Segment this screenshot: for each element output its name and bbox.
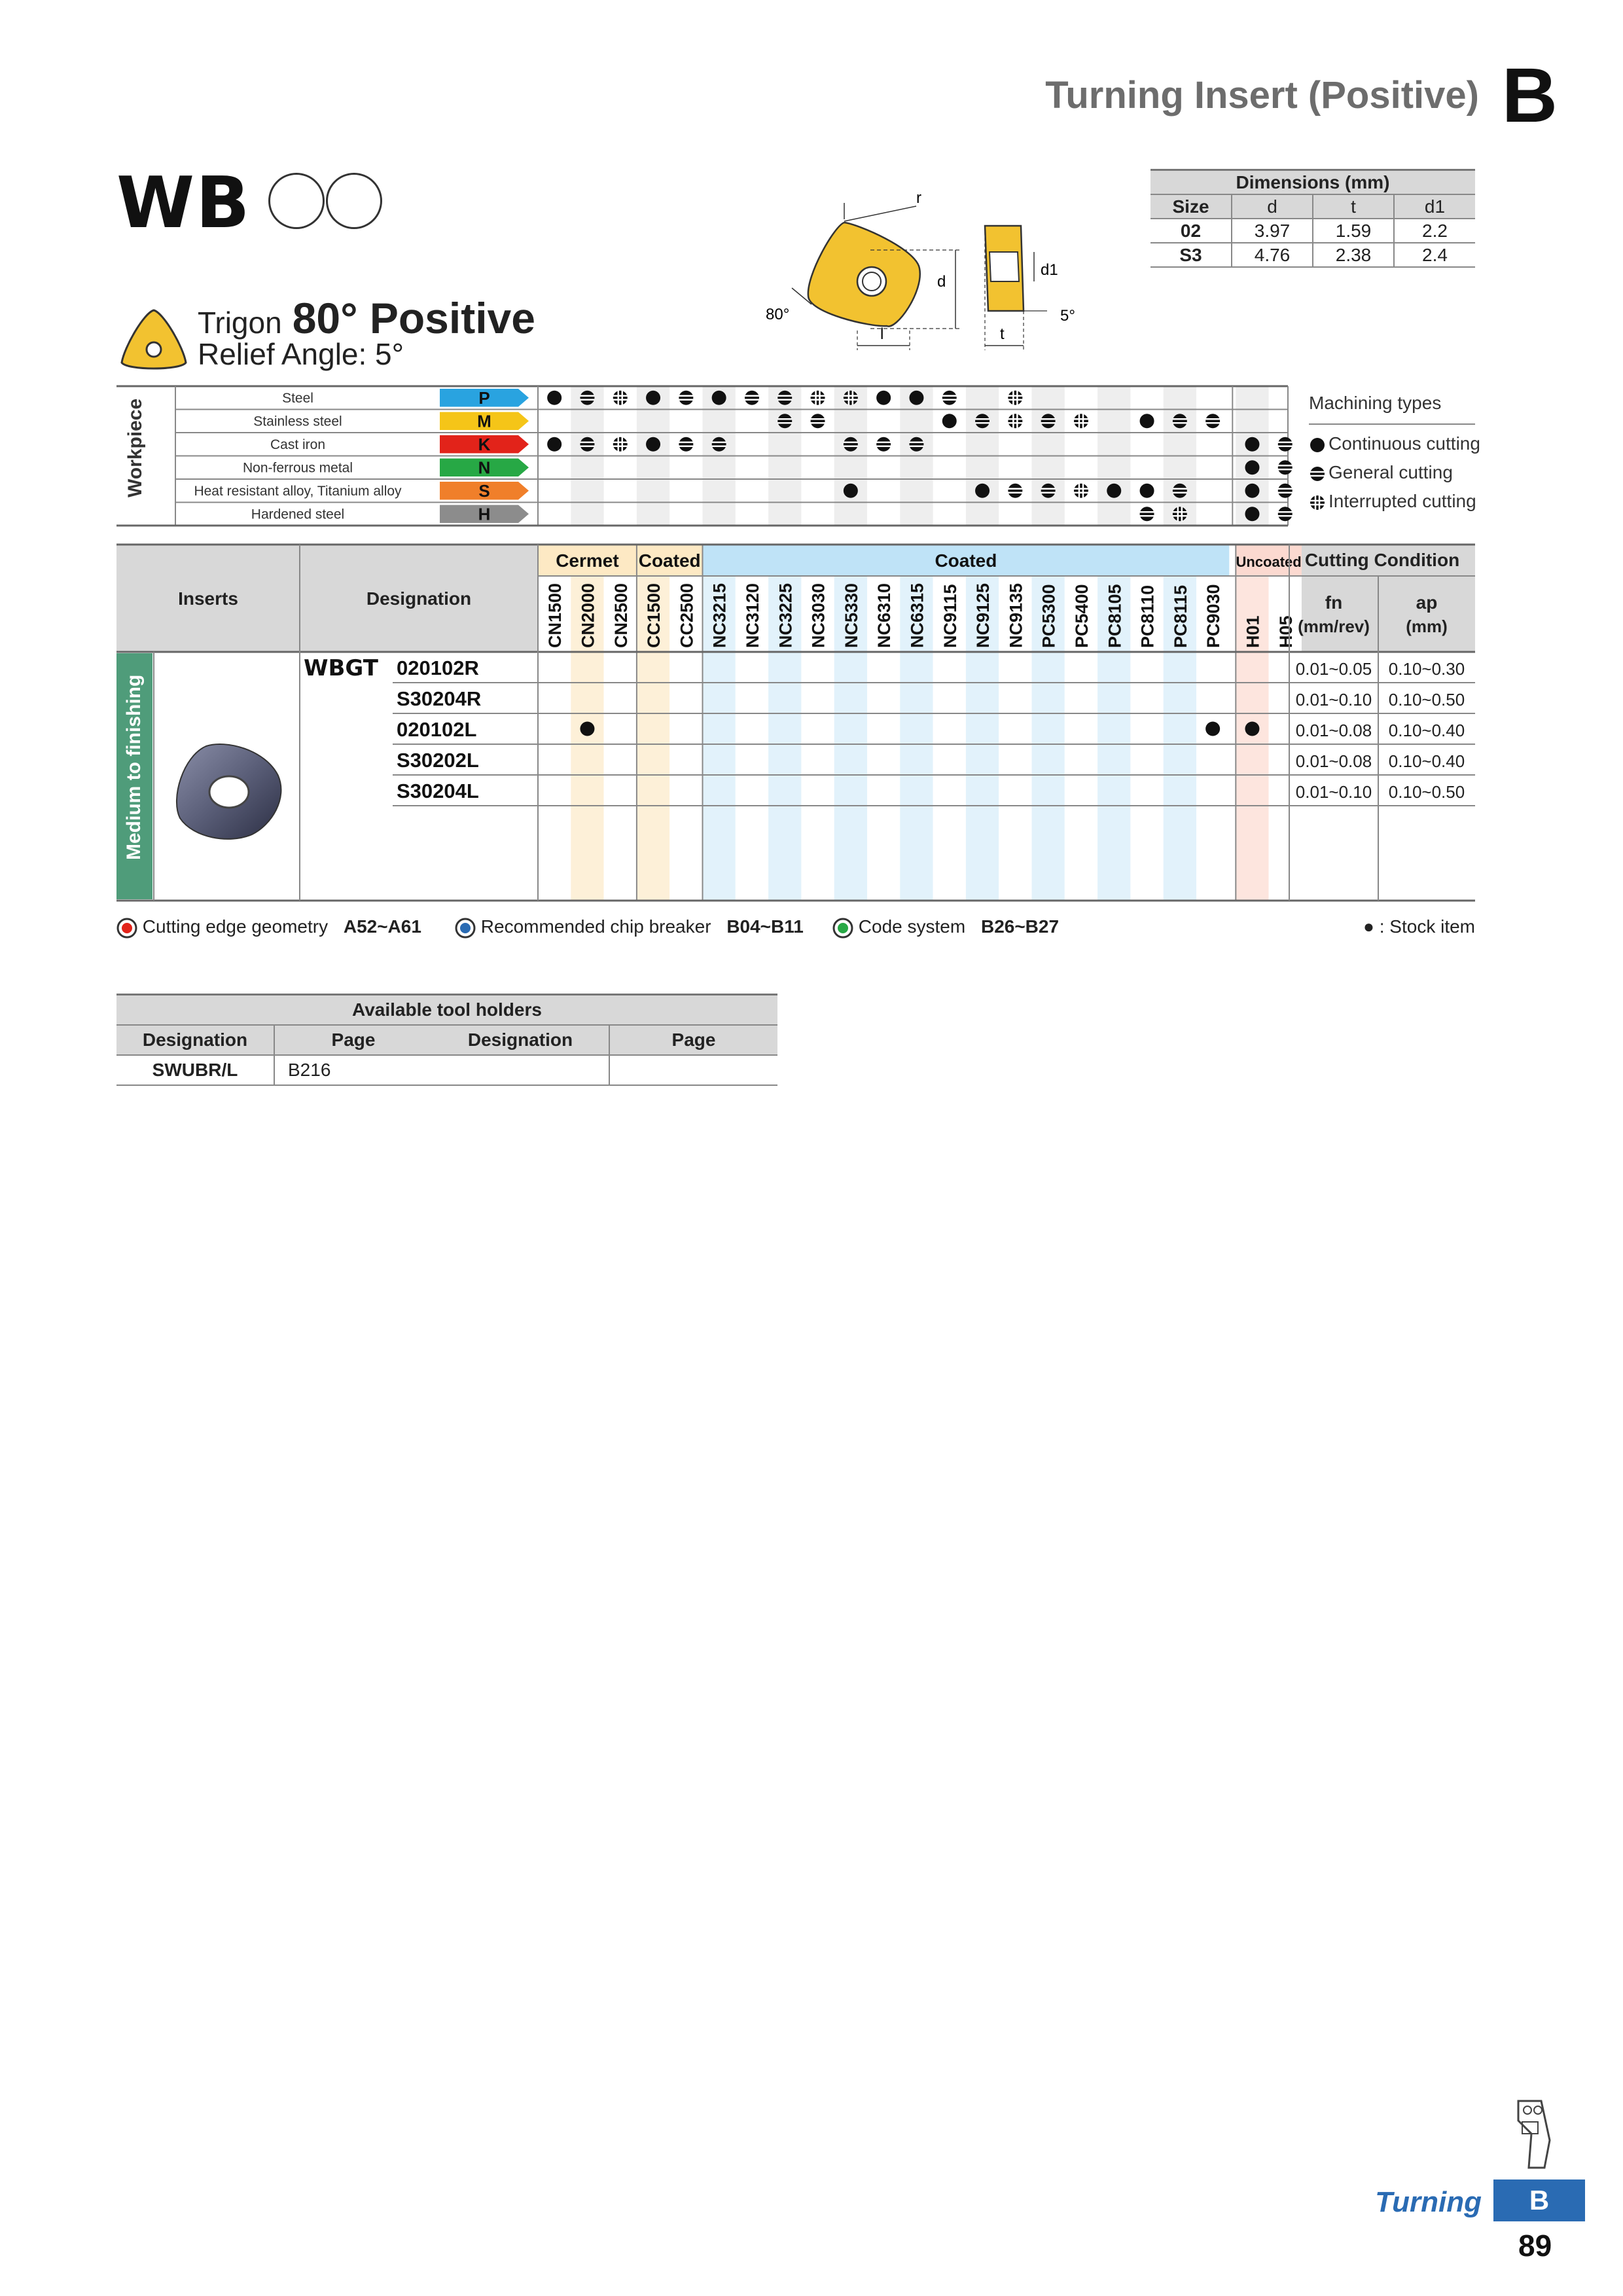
grade-name: H01 [1243,615,1263,648]
dim-t: 2.38 [1313,243,1394,267]
footnote-code-pages: B26~B27 [980,916,1060,937]
legend-general-label: General cutting [1329,462,1453,482]
shape-name: Trigon [198,306,282,340]
suitability-mark [1008,391,1022,405]
dim-col-size: Size [1150,194,1232,219]
section-title: Turning Insert (Positive) [1045,74,1479,117]
grade-name: NC3215 [709,583,730,648]
dim-col-t: t [1313,194,1394,219]
code-placeholder-circle-1 [268,173,325,229]
fn-unit: (mm/rev) [1298,617,1370,636]
fn-value: 0.01~0.08 [1295,751,1372,771]
suitability-mark [1173,507,1187,521]
suitability-mark [712,437,726,452]
legend-interrupted [1309,491,1476,512]
suitability-mark [942,391,957,405]
fn-value: 0.01~0.05 [1295,659,1372,679]
suitability-mark [876,391,891,405]
suitability-mark [547,391,562,405]
grade-name: CC1500 [644,583,664,648]
suitability-mark [777,414,792,428]
stock-item-mark [1245,722,1259,736]
dim-col-d: d [1232,194,1313,219]
workpiece-name: Cast iron [270,437,326,452]
grade-group-label: Cermet [556,550,619,571]
insert-designation: 020102R [397,656,479,679]
stock-item-mark [1205,722,1220,736]
iso-code-label: K [478,435,491,454]
dim-d: 4.76 [1232,243,1313,267]
grade-group-label: Coated [935,550,997,571]
section-letter: B [1501,52,1558,139]
grade-name: NC9115 [940,584,960,648]
footnote-geometry-pages: A52~A61 [343,916,421,937]
suitability-mark [646,391,660,405]
grade-group-label: Coated [638,550,701,571]
label-80deg: 80° [766,306,790,323]
suitability-mark [975,484,990,498]
ap-value: 0.10~0.40 [1388,751,1465,771]
suitability-mark [942,414,957,428]
footer-section-tab[interactable]: B [1493,2179,1585,2221]
insert-dimension-diagram [753,190,1106,353]
insert-designation: S30204L [397,780,479,802]
grade-name: CN1500 [545,583,565,648]
arrow-link-icon [116,918,137,939]
grade-name: PC8115 [1170,584,1190,648]
fn-value: 0.01~0.10 [1295,782,1372,802]
ap-value: 0.10~0.30 [1388,659,1465,679]
turning-tool-icon [1505,2094,1558,2173]
grade-name: CN2500 [611,583,631,648]
workpiece-label: Workpiece [124,398,146,497]
holders-col-designation: Designation [116,1025,274,1055]
insert-product-photo [167,726,291,851]
grade-name: PC8110 [1137,584,1158,648]
suitability-mark [1278,507,1293,521]
code-placeholder-circle-2 [326,173,382,229]
grade-name: PC5300 [1039,584,1059,648]
machining-types-title: Machining types [1309,393,1442,413]
dim-size: S3 [1150,243,1232,267]
shape-title [198,293,535,343]
dimensions-table [1150,169,1475,268]
footnote-geometry[interactable] [116,916,421,939]
suitability-mark [777,391,792,405]
relief-angle: Relief Angle: 5° [198,337,404,371]
suitability-mark [1173,484,1187,498]
dim-d1: 2.2 [1394,219,1475,243]
suitability-mark [844,391,858,405]
col-inserts-label: Inserts [178,588,238,609]
workpiece-name: Heat resistant alloy, Titanium alloy [194,484,402,499]
suitability-mark [1278,484,1293,498]
suitability-mark [1278,437,1293,452]
suitability-mark [679,391,693,405]
workpiece-name: Stainless steel [253,414,342,429]
suitability-mark [1074,484,1088,498]
arrow-link-icon [832,918,853,939]
ap-label: ap [1416,592,1438,613]
grade-name: PC9030 [1204,584,1224,648]
fn-value: 0.01~0.08 [1295,721,1372,740]
arrow-link-icon [455,918,476,939]
continuous-cutting-icon [1309,437,1329,454]
suitability-mark [844,437,858,452]
grade-name: NC6310 [874,583,895,648]
application-label: Medium to finishing [123,674,145,860]
suitability-mark [1245,507,1259,521]
suitability-mark [1008,414,1022,428]
holders-title: Available tool holders [116,995,777,1026]
footnote-code-system[interactable] [832,916,1059,939]
col-designation-label: Designation [366,588,472,609]
suitability-mark [1278,460,1293,475]
dimensions-caption: Dimensions (mm) [1150,170,1475,195]
workpiece-name: Non-ferrous metal [242,460,353,476]
shape-angle: 80° Positive [292,294,535,342]
label-d: d [937,273,946,291]
suitability-mark [1245,484,1259,498]
footnote-chip-label: Recommended chip breaker [480,916,711,937]
suitability-mark [1041,484,1056,498]
suitability-mark [811,391,825,405]
grade-name: NC3120 [742,583,762,648]
label-5deg: 5° [1060,307,1075,325]
ap-unit: (mm) [1406,617,1448,636]
iso-code-label: M [477,411,491,431]
insert-designation: 020102L [397,718,477,741]
holders-col-page-2: Page [609,1025,777,1055]
holder-designation[interactable]: SWUBR/L [116,1055,274,1085]
series-label: WBGT [304,655,378,681]
suitability-mark [1245,460,1259,475]
cutting-condition-label: Cutting Condition [1304,550,1460,570]
workpiece-name: Hardened steel [251,507,345,522]
ap-value: 0.10~0.50 [1388,782,1465,802]
suitability-mark [1140,507,1154,521]
suitability-mark [646,437,660,452]
page-number: 89 [1518,2229,1552,2263]
suitability-mark [811,414,825,428]
label-t: t [1000,325,1005,343]
grade-name: PC5400 [1071,584,1092,648]
workpiece-name: Steel [282,391,313,406]
grade-group-label: Uncoated [1236,554,1302,570]
holder-page-2 [609,1055,777,1085]
label-l: l [880,325,884,343]
legend-interrupted-label: Interrupted cutting [1329,491,1476,511]
grade-name: NC3030 [808,583,829,648]
holders-col-designation-2: Designation [432,1025,609,1055]
suitability-mark [1140,414,1154,428]
grade-name: NC9125 [973,583,993,648]
footnote-code-label: Code system [858,916,966,937]
suitability-mark [1041,414,1056,428]
suitability-mark [613,391,628,405]
fn-label: fn [1325,592,1343,613]
footer-section: Turning [1375,2186,1482,2218]
suitability-mark [679,437,693,452]
interrupted-cutting-icon [1309,494,1329,511]
grade-name: CC2500 [677,583,697,648]
dim-col-d1: d1 [1394,194,1475,219]
suitability-mark [1173,414,1187,428]
iso-code-label: H [478,504,491,524]
stock-item-legend: ● : Stock item [1363,916,1475,937]
dim-size: 02 [1150,219,1232,243]
suitability-mark [1074,414,1088,428]
legend-continuous-label: Continuous cutting [1329,433,1480,454]
footnote-chip-pages: B04~B11 [726,916,804,937]
label-d1: d1 [1041,261,1058,279]
suitability-mark [580,437,594,452]
legend-general [1309,462,1453,483]
iso-code-label: S [478,481,490,501]
grade-name: PC8105 [1105,584,1125,648]
general-cutting-icon [1309,465,1329,482]
suitability-mark [975,414,990,428]
grade-name: NC9135 [1006,583,1026,648]
grade-name: CN2000 [578,583,598,648]
suitability-mark [580,391,594,405]
suitability-mark [1008,484,1022,498]
holders-col-page: Page [274,1025,432,1055]
insert-designation: S30202L [397,749,479,772]
label-r: r [916,190,921,207]
dim-d1: 2.4 [1394,243,1475,267]
holder-page[interactable]: B216 [274,1055,432,1085]
suitability-mark [1107,484,1121,498]
suitability-mark [547,437,562,452]
suitability-mark [712,391,726,405]
suitability-mark [909,391,923,405]
iso-code-label: P [478,388,490,408]
dim-d: 3.97 [1232,219,1313,243]
tool-holders-table [116,994,777,1086]
suitability-mark [1205,414,1220,428]
suitability-mark [613,437,628,452]
grade-name: NC6315 [907,583,927,648]
suitability-mark [844,484,858,498]
holder-designation-2 [432,1055,609,1085]
dim-t: 1.59 [1313,219,1394,243]
product-code: WB [116,162,251,244]
grade-name: NC3225 [776,583,796,648]
suitability-mark [909,437,923,452]
trigon-shape-icon [118,306,190,373]
footnote-geometry-label: Cutting edge geometry [142,916,329,937]
ap-value: 0.10~0.40 [1388,721,1465,740]
suitability-mark [1140,484,1154,498]
iso-code-label: N [478,457,491,478]
suitability-mark [1245,437,1259,452]
fn-value: 0.01~0.10 [1295,690,1372,709]
suitability-mark [745,391,759,405]
footnote-chip-breaker[interactable] [455,916,804,939]
ap-value: 0.10~0.50 [1388,690,1465,709]
stock-item-mark [580,722,594,736]
suitability-mark [876,437,891,452]
legend-continuous [1309,433,1480,454]
grade-name: NC5330 [841,583,861,648]
insert-designation: S30204R [397,687,482,710]
grade-name: H05 [1275,615,1296,648]
